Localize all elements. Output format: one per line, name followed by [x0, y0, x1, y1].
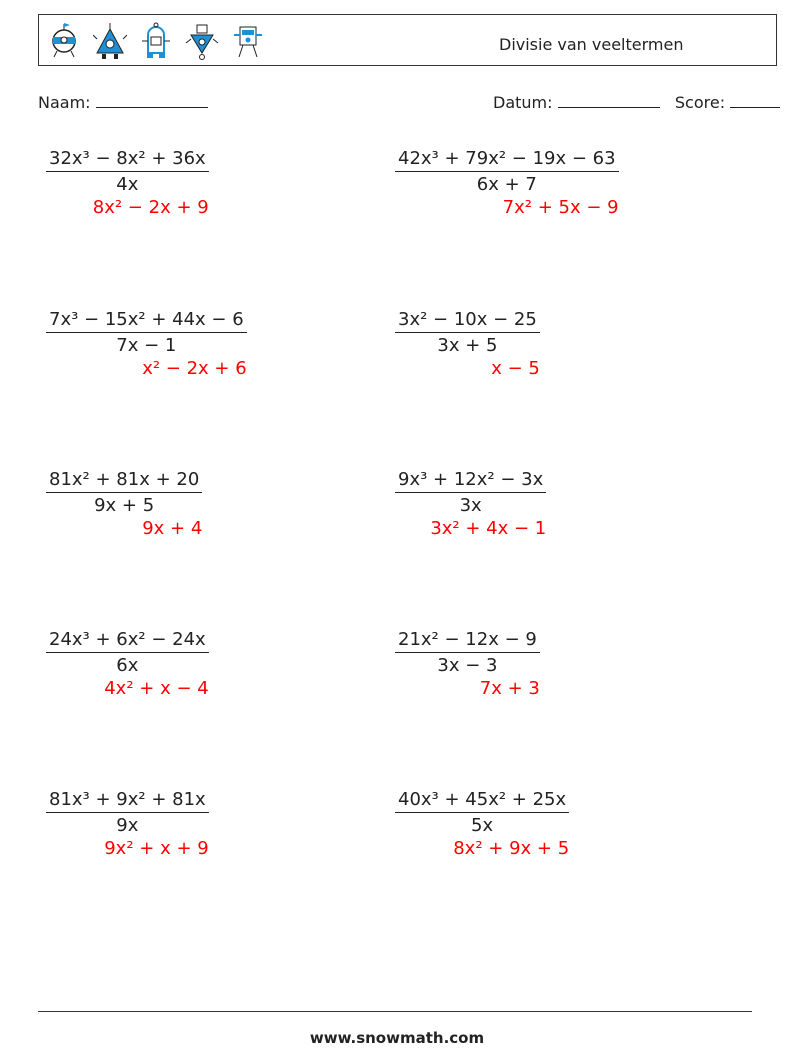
name-field: [38, 93, 208, 112]
answer: 8x² + 9x + 5: [453, 838, 570, 859]
numerator: 9x³ + 12x² − 3x: [395, 469, 546, 493]
fraction: [395, 469, 546, 516]
fraction: [395, 309, 540, 356]
answer: 9x² + x + 9: [104, 838, 209, 859]
date-blank[interactable]: [558, 93, 660, 108]
problem-2: [395, 148, 619, 218]
answer: 9x + 4: [142, 518, 203, 539]
header-box: [38, 14, 777, 66]
numerator: 3x² − 10x − 25: [395, 309, 540, 333]
robot-2-icon: [93, 21, 127, 61]
answer: 7x + 3: [479, 678, 540, 699]
numerator: 40x³ + 45x² + 25x: [395, 789, 569, 813]
fraction: [395, 629, 540, 676]
fraction: [46, 309, 247, 356]
answer: 8x² − 2x + 9: [92, 197, 209, 218]
denominator: 4x: [116, 174, 139, 195]
name-blank[interactable]: [96, 93, 208, 108]
fraction: [395, 148, 619, 195]
numerator: 81x³ + 9x² + 81x: [46, 789, 209, 813]
worksheet-title: Divisie van veeltermen: [499, 35, 684, 54]
fraction: [46, 148, 209, 195]
score-label: Score:: [674, 93, 726, 112]
footer-divider: [38, 1011, 752, 1012]
denominator: 6x + 7: [476, 174, 537, 195]
denominator: 9x: [116, 815, 139, 836]
problem-5: [46, 469, 202, 539]
fraction: [46, 469, 202, 516]
denominator: 6x: [116, 655, 139, 676]
answer: 7x² + 5x − 9: [502, 197, 619, 218]
problem-10: [395, 789, 569, 859]
numerator: 32x³ − 8x² + 36x: [46, 148, 209, 172]
problem-4: [395, 309, 540, 379]
denominator: 7x − 1: [116, 335, 177, 356]
problem-8: [395, 629, 540, 699]
problem-9: [46, 789, 209, 859]
denominator: 3x: [459, 495, 482, 516]
answer: x − 5: [491, 358, 540, 379]
problem-1: [46, 148, 209, 218]
score-blank[interactable]: [730, 93, 780, 108]
answer: 3x² + 4x − 1: [430, 518, 547, 539]
robot-1-icon: [47, 21, 81, 61]
date-score-fields: [493, 93, 780, 112]
denominator: 3x + 5: [437, 335, 498, 356]
fraction: [395, 789, 569, 836]
problem-3: [46, 309, 247, 379]
fraction: [46, 629, 209, 676]
denominator: 9x + 5: [94, 495, 155, 516]
answer: x² − 2x + 6: [142, 358, 247, 379]
problem-6: [395, 469, 546, 539]
fraction: [46, 789, 209, 836]
footer-url[interactable]: www.snowmath.com: [309, 1029, 485, 1047]
robot-3-icon: [139, 21, 173, 61]
robot-icons: [47, 21, 265, 61]
problem-7: [46, 629, 209, 699]
robot-4-icon: [185, 21, 219, 61]
name-label: Naam:: [38, 93, 91, 112]
numerator: 81x² + 81x + 20: [46, 469, 202, 493]
date-label: Datum:: [493, 93, 553, 112]
numerator: 7x³ − 15x² + 44x − 6: [46, 309, 247, 333]
robot-5-icon: [231, 21, 265, 61]
numerator: 42x³ + 79x² − 19x − 63: [395, 148, 619, 172]
numerator: 24x³ + 6x² − 24x: [46, 629, 209, 653]
answer: 4x² + x − 4: [104, 678, 209, 699]
numerator: 21x² − 12x − 9: [395, 629, 540, 653]
denominator: 3x − 3: [437, 655, 498, 676]
denominator: 5x: [471, 815, 494, 836]
